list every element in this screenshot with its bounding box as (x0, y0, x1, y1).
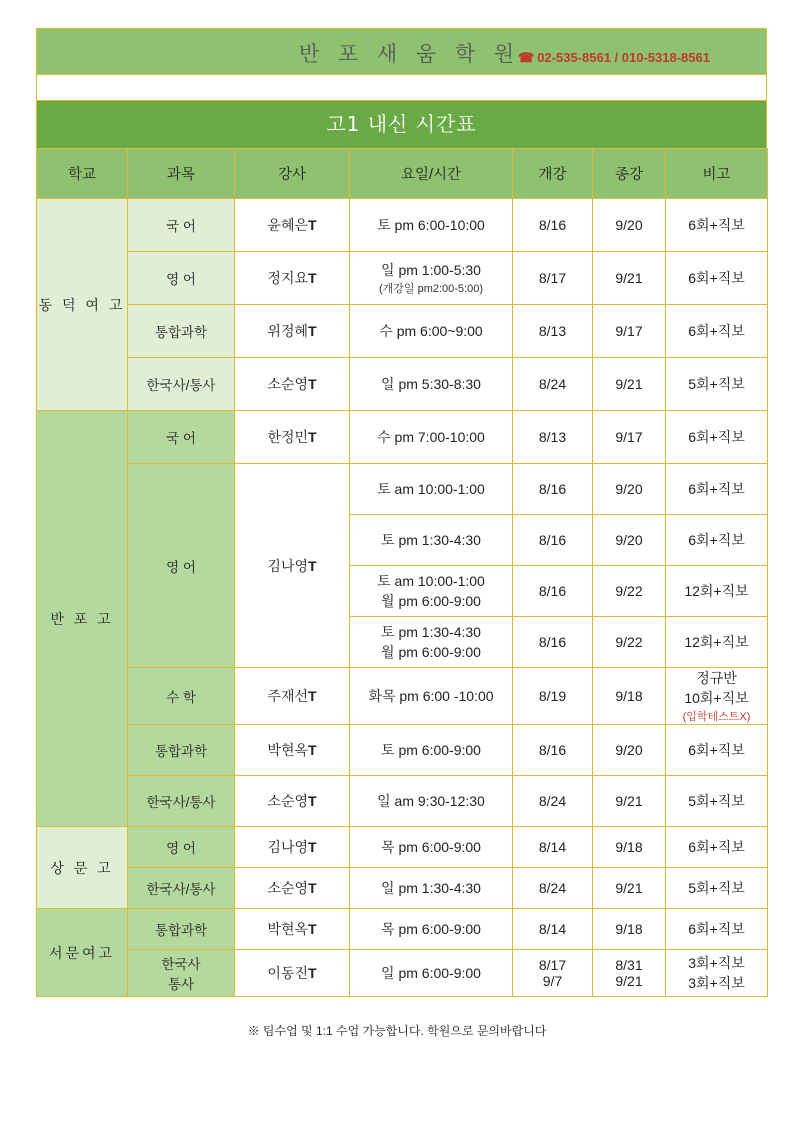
note-text: 10회+직보 (684, 690, 749, 706)
teacher-cell (235, 252, 350, 305)
teacher-cell (235, 464, 350, 668)
teacher-cell (235, 909, 350, 950)
note-cell (666, 515, 768, 566)
school-cell: 상 문 고 (37, 827, 128, 909)
table-row (37, 668, 768, 725)
start-date-cell (513, 305, 593, 358)
end-date: 9/18 (615, 839, 643, 855)
teacher-suffix: T (308, 323, 317, 339)
teacher-suffix: T (308, 965, 317, 981)
note-text: 12회+직보 (684, 583, 749, 599)
end-date-cell (593, 668, 666, 725)
note-text: 6회+직보 (688, 839, 745, 855)
end-date-cell (593, 950, 666, 997)
time-cell (350, 411, 513, 464)
note-text: 6회+직보 (688, 921, 745, 937)
time-text: 토 am 10:00-1:00 (377, 573, 485, 589)
teacher-suffix: T (308, 270, 317, 286)
start-date: 8/16 (538, 532, 567, 548)
table-row (37, 411, 768, 464)
note-text: 6회+직보 (688, 323, 745, 339)
teacher-cell (235, 305, 350, 358)
header-start: 개강 (513, 149, 593, 199)
teacher-suffix: T (308, 429, 317, 445)
start-date: 8/16 (538, 217, 567, 233)
teacher-suffix: T (308, 742, 317, 758)
subject-label: 통합과학 (154, 744, 208, 759)
teacher-name: 박현옥 (267, 921, 308, 937)
end-date-cell (593, 776, 666, 827)
header-school: 학교 (37, 149, 128, 199)
subject-cell (128, 252, 235, 305)
subject-cell (128, 199, 235, 252)
teacher-name: 김나영 (267, 557, 308, 574)
note-text: 6회+직보 (688, 270, 745, 286)
end-date: 9/21 (615, 793, 643, 809)
note-cell (666, 827, 768, 868)
note-text: 3회+직보 (688, 955, 745, 971)
start-date-cell (513, 950, 593, 997)
time-text: 수 pm 6:00~9:00 (379, 323, 483, 339)
end-date-cell (593, 358, 666, 411)
teacher-name: 한정민 (267, 429, 308, 445)
end-date-cell (593, 411, 666, 464)
table-row (37, 868, 768, 909)
teacher-cell (235, 868, 350, 909)
start-date-cell (513, 411, 593, 464)
end-date-2: 9/21 (615, 973, 643, 989)
note-text: 5회+직보 (688, 376, 745, 392)
time-note: (개강일 pm2:00-5:00) (378, 283, 484, 295)
table-row (37, 909, 768, 950)
subject-label: 국 어 (166, 431, 196, 446)
note-text: 5회+직보 (688, 880, 745, 896)
time-text: 일 am 9:30-12:30 (377, 793, 485, 809)
end-date-cell (593, 909, 666, 950)
time-text: 토 pm 1:30-4:30 (381, 624, 481, 640)
timetable-sheet (36, 28, 767, 997)
header-row (37, 149, 768, 199)
subject-label: 한국사/통사 (146, 882, 216, 897)
time-cell (350, 868, 513, 909)
subject-cell (128, 358, 235, 411)
subject-cell (128, 827, 235, 868)
time-cell (350, 305, 513, 358)
end-date-cell (593, 464, 666, 515)
teacher-cell (235, 668, 350, 725)
teacher-name: 김나영 (267, 839, 308, 855)
subject-label: 영 어 (166, 841, 196, 856)
start-date: 8/13 (538, 323, 567, 339)
time-text: 토 pm 6:00-9:00 (381, 742, 481, 758)
end-date: 9/18 (615, 688, 643, 704)
start-date: 8/16 (538, 583, 567, 599)
subject-cell (128, 305, 235, 358)
teacher-cell (235, 358, 350, 411)
subject-label: 영 어 (166, 559, 196, 575)
table-row (37, 950, 768, 997)
start-date: 8/17 (538, 270, 567, 286)
school-cell: 반 포 고 (37, 411, 128, 827)
teacher-suffix: T (308, 217, 317, 233)
start-date: 8/14 (538, 839, 567, 855)
table-row (37, 725, 768, 776)
header-teacher: 강사 (235, 149, 350, 199)
start-date-cell (513, 566, 593, 617)
header-note: 비고 (666, 149, 768, 199)
end-date-cell (593, 515, 666, 566)
teacher-suffix: T (308, 921, 317, 937)
note-top: 정규반 (696, 670, 737, 686)
note-cell (666, 411, 768, 464)
note-text-2: 3회+직보 (688, 975, 745, 991)
teacher-name: 위정혜 (267, 323, 308, 339)
subject-label-2: 통사 (167, 977, 195, 992)
teacher-cell (235, 776, 350, 827)
note-cell (666, 668, 768, 725)
start-date-cell (513, 617, 593, 668)
start-date: 8/14 (538, 921, 567, 937)
time-text: 일 pm 6:00-9:00 (381, 965, 481, 981)
table-row (37, 252, 768, 305)
footnote: ※ 팀수업 및 1:1 수업 가능합니다. 학원으로 문의바랍니다 (247, 1024, 547, 1038)
end-date: 9/18 (615, 921, 643, 937)
telephone-icon: ☎ (518, 50, 535, 65)
academy-banner (36, 28, 767, 75)
time-text: 토 pm 1:30-4:30 (381, 532, 481, 548)
note-text: 12회+직보 (684, 634, 749, 650)
teacher-cell (235, 725, 350, 776)
start-date: 8/24 (538, 880, 567, 896)
subject-label: 영 어 (166, 272, 196, 287)
start-date-cell (513, 358, 593, 411)
time-cell (350, 566, 513, 617)
teacher-cell (235, 411, 350, 464)
start-date: 8/17 (538, 957, 567, 973)
teacher-suffix: T (308, 839, 317, 855)
start-date-cell (513, 668, 593, 725)
end-date: 9/21 (615, 376, 643, 392)
subject-label: 한국사/통사 (146, 378, 216, 393)
end-date: 8/31 (615, 957, 643, 973)
start-date-cell (513, 199, 593, 252)
end-date-cell (593, 566, 666, 617)
table-row (37, 199, 768, 252)
note-cell (666, 776, 768, 827)
time-cell (350, 909, 513, 950)
time-cell (350, 668, 513, 725)
start-date: 8/24 (538, 793, 567, 809)
start-date-cell (513, 776, 593, 827)
subject-cell (128, 776, 235, 827)
note-text: 6회+직보 (688, 217, 745, 233)
end-date-cell (593, 199, 666, 252)
end-date-cell (593, 305, 666, 358)
teacher-name: 박현옥 (267, 742, 308, 758)
teacher-cell (235, 827, 350, 868)
time-cell (350, 252, 513, 305)
end-date-cell (593, 252, 666, 305)
end-date: 9/17 (615, 323, 643, 339)
time-text: 화목 pm 6:00 -10:00 (368, 688, 494, 704)
note-cell (666, 358, 768, 411)
end-date: 9/22 (615, 634, 643, 650)
end-date: 9/21 (615, 880, 643, 896)
timetable (36, 148, 768, 997)
note-cell (666, 305, 768, 358)
end-date: 9/22 (615, 583, 643, 599)
start-date-cell (513, 909, 593, 950)
note-text: 6회+직보 (688, 481, 745, 497)
note-cell (666, 950, 768, 997)
time-cell (350, 776, 513, 827)
teacher-suffix: T (308, 376, 317, 392)
teacher-name: 이동진 (267, 965, 308, 981)
teacher-suffix: T (308, 793, 317, 809)
start-date: 8/24 (538, 376, 567, 392)
table-row (37, 776, 768, 827)
table-row (37, 464, 768, 515)
teacher-name: 소순영 (267, 376, 308, 392)
end-date: 9/20 (615, 532, 643, 548)
time-text: 목 pm 6:00-9:00 (381, 921, 481, 937)
teacher-cell (235, 950, 350, 997)
start-date-cell (513, 827, 593, 868)
header-end: 종강 (593, 149, 666, 199)
teacher-suffix: T (308, 688, 317, 704)
subject-label: 통합과학 (154, 923, 208, 938)
start-date: 8/16 (538, 481, 567, 497)
note-cell (666, 725, 768, 776)
teacher-cell (235, 199, 350, 252)
table-row (37, 305, 768, 358)
time-text: 수 pm 7:00-10:00 (377, 429, 485, 445)
time-cell (350, 464, 513, 515)
subject-label: 수 학 (166, 690, 196, 705)
note-cell (666, 252, 768, 305)
end-date: 9/20 (615, 217, 643, 233)
start-date-cell (513, 464, 593, 515)
academy-name: 반 포 새 움 학 원 (299, 42, 521, 66)
academy-phone (518, 50, 710, 66)
note-text: 6회+직보 (688, 742, 745, 758)
teacher-suffix: T (308, 880, 317, 896)
timetable-title: 고1 내신 시간표 (36, 101, 767, 148)
subject-cell (128, 725, 235, 776)
time-cell (350, 358, 513, 411)
start-date: 8/19 (538, 688, 567, 704)
note-cell (666, 566, 768, 617)
note-text: 6회+직보 (688, 532, 745, 548)
subject-label: 통합과학 (154, 325, 208, 340)
time-cell (350, 950, 513, 997)
end-date: 9/21 (615, 270, 643, 286)
time-text-2: 월 pm 6:00-9:00 (381, 593, 481, 609)
school-cell: 서문여고 (37, 909, 128, 997)
time-text: 목 pm 6:00-9:00 (381, 839, 481, 855)
end-date-cell (593, 617, 666, 668)
note-cell (666, 617, 768, 668)
subject-label: 한국사 (161, 957, 201, 972)
note-red: (입학테스트X) (682, 711, 751, 723)
subject-cell (128, 411, 235, 464)
end-date-cell (593, 868, 666, 909)
time-cell (350, 199, 513, 252)
subject-cell (128, 464, 235, 668)
start-date-cell (513, 515, 593, 566)
teacher-name: 소순영 (267, 880, 308, 896)
start-date-2: 9/7 (542, 973, 563, 989)
time-cell (350, 827, 513, 868)
note-cell (666, 464, 768, 515)
subject-cell (128, 668, 235, 725)
time-text: 토 pm 6:00-10:00 (377, 217, 485, 233)
teacher-name: 소순영 (267, 793, 308, 809)
spacer-row (36, 75, 767, 101)
time-text-2: 월 pm 6:00-9:00 (381, 644, 481, 660)
note-cell (666, 909, 768, 950)
note-cell (666, 868, 768, 909)
end-date: 9/17 (615, 429, 643, 445)
subject-cell (128, 868, 235, 909)
teacher-name: 주재선 (267, 688, 308, 704)
subject-cell (128, 909, 235, 950)
time-text: 일 pm 1:00-5:30 (381, 262, 481, 278)
table-row (37, 358, 768, 411)
note-text: 5회+직보 (688, 793, 745, 809)
time-cell (350, 725, 513, 776)
start-date: 8/16 (538, 634, 567, 650)
school-cell: 동 덕 여 고 (37, 199, 128, 411)
table-row (37, 827, 768, 868)
note-cell (666, 199, 768, 252)
start-date: 8/13 (538, 429, 567, 445)
time-cell (350, 617, 513, 668)
start-date-cell (513, 252, 593, 305)
header-time: 요일/시간 (350, 149, 513, 199)
subject-label: 한국사/통사 (146, 795, 216, 810)
end-date-cell (593, 827, 666, 868)
subject-label: 국 어 (166, 219, 196, 234)
time-text: 토 am 10:00-1:00 (377, 481, 485, 497)
phone-number: 02-535-8561 / 010-5318-8561 (537, 50, 710, 65)
start-date-cell (513, 868, 593, 909)
subject-cell (128, 950, 235, 997)
time-cell (350, 515, 513, 566)
teacher-name: 정지요 (267, 270, 308, 286)
start-date: 8/16 (538, 742, 567, 758)
header-subject: 과목 (128, 149, 235, 199)
end-date-cell (593, 725, 666, 776)
end-date: 9/20 (615, 742, 643, 758)
time-text: 일 pm 1:30-4:30 (381, 880, 481, 896)
teacher-suffix: T (308, 557, 317, 574)
start-date-cell (513, 725, 593, 776)
teacher-name: 윤혜은 (267, 217, 308, 233)
note-text: 6회+직보 (688, 429, 745, 445)
time-text: 일 pm 5:30-8:30 (381, 376, 481, 392)
end-date: 9/20 (615, 481, 643, 497)
